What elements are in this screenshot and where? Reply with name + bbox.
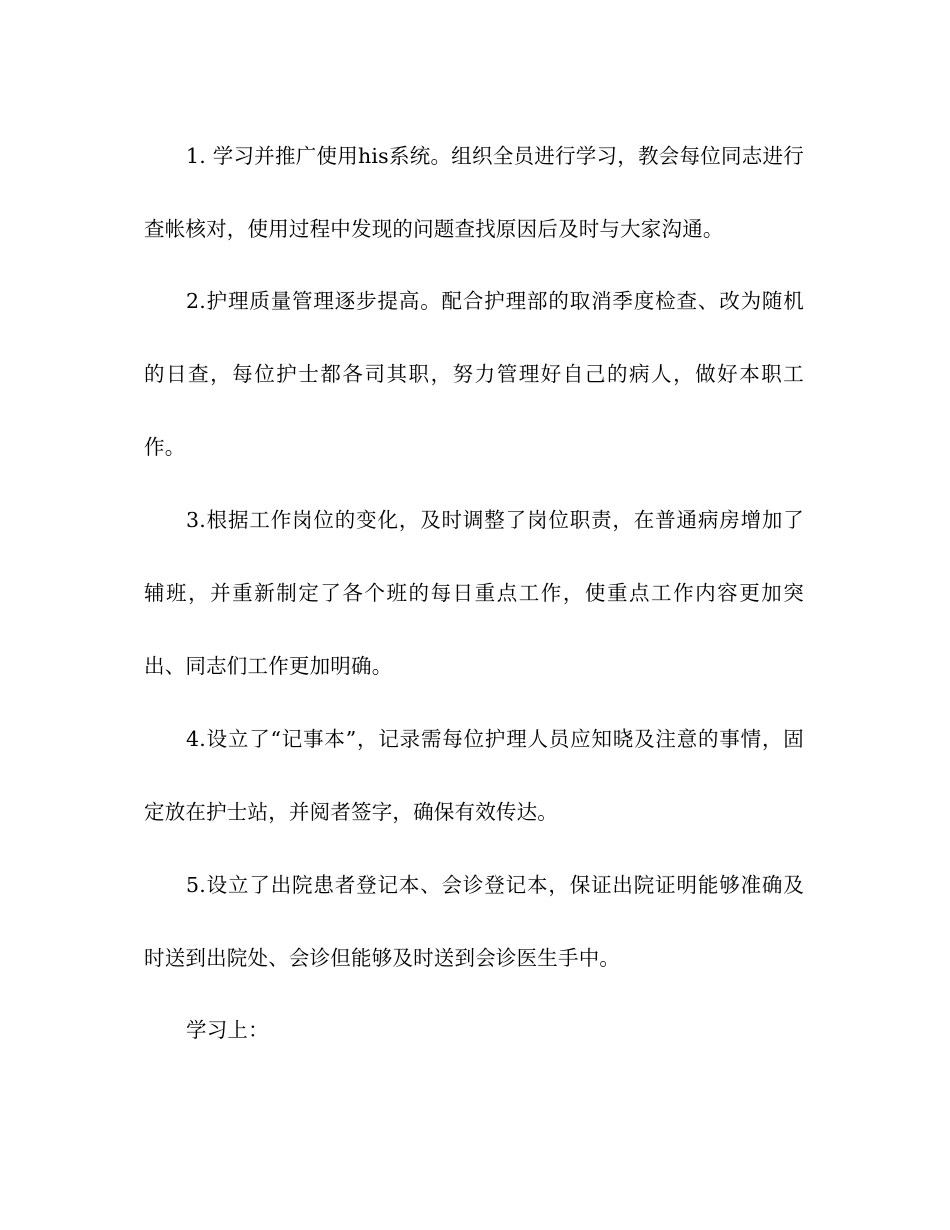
paragraph-registration-books: 5.设立了出院患者登记本、会诊登记本，保证出院证明能够准确及时送到出院处、会诊但能够及时送到会诊医生手中。: [144, 873, 804, 970]
paragraph-quality-management: 2.护理质量管理逐步提高。配合护理部的取消季度检查、改为随机的日查，每位护士都各司其职，努力管理好自己的病人，做好本职工作。: [144, 289, 804, 459]
paragraph-job-duties: 3.根据工作岗位的变化，及时调整了岗位职责，在普通病房增加了辅班，并重新制定了各个班的每日重点工作，使重点工作内容更加突出、同志们工作更加明确。: [144, 508, 804, 678]
paragraph-study-heading: 学习上：: [186, 1018, 269, 1042]
paragraph-notebook: 4.设立了“记事本”，记录需每位护理人员应知晓及注意的事情，固定放在护士站，并阅者签字，确保有效传达。: [144, 727, 804, 824]
paragraph-his-system: 1. 学习并推广使用his系统。组织全员进行学习，教会每位同志进行查帐核对，使用过程中发现的问题查找原因后及时与大家沟通。: [144, 144, 804, 241]
